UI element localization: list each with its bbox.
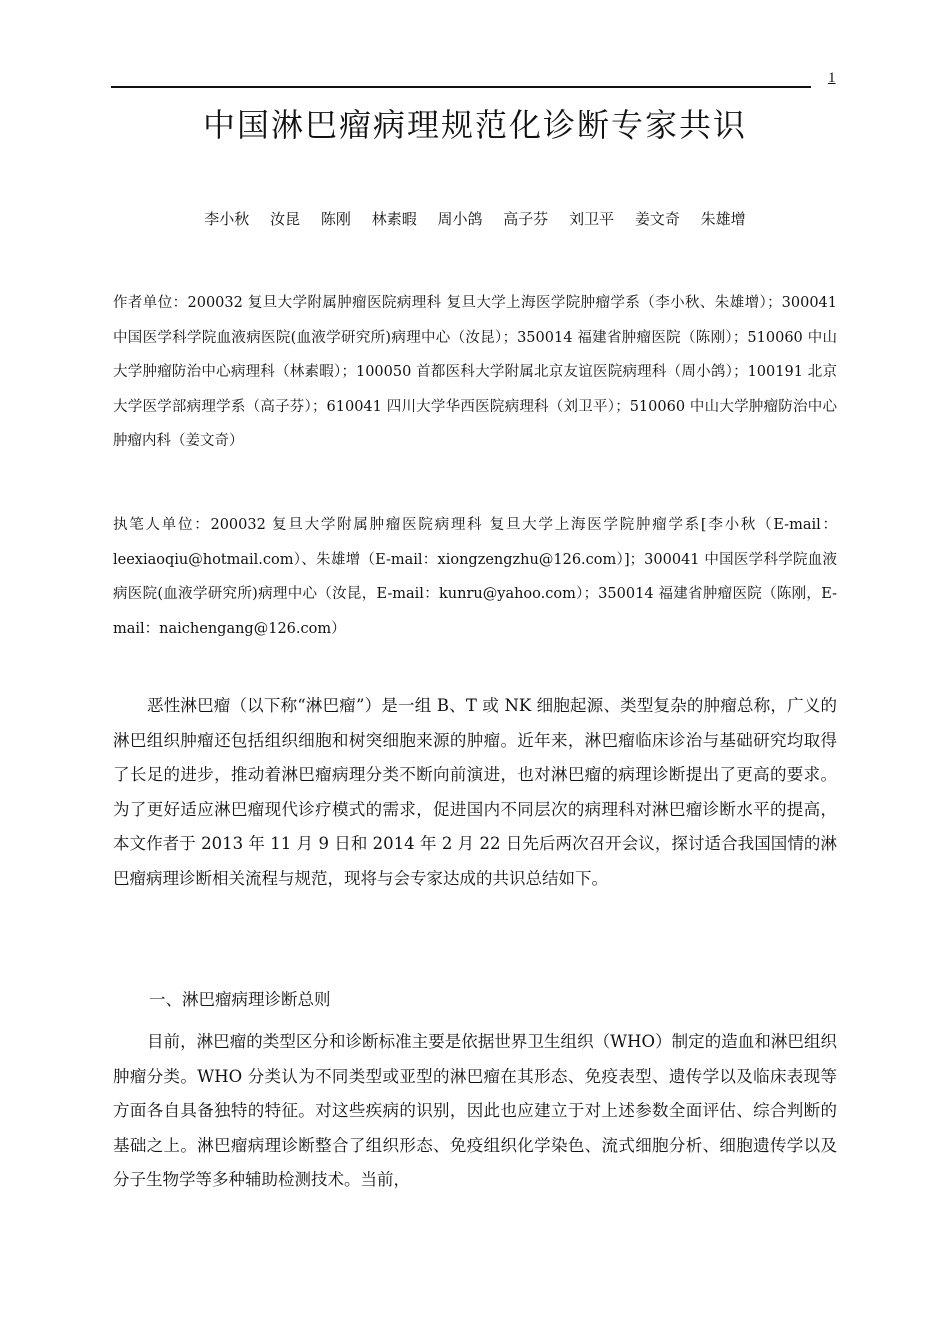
page-number: 1 [828,70,836,86]
author-affiliations: 作者单位：200032 复旦大学附属肿瘤医院病理科 复旦大学上海医学院肿瘤学系（李小秋、朱雄增）；300041 中国医学科学院血液病医院(血液学研究所)病理中心（汝昆）；350014 福建省肿瘤医院（陈刚）；510060 中山大学肿瘤防治中心病理科（林素暇）；100050 首都医科大学附属北京友谊医院病理科（周小鸽）；100191 北京大学医学部病理学系（高子芬）；610041 四川大学华西医院病理科（刘卫平）；510060 中山大学肿瘤防治中心肿瘤内科（姜文奇） [113,295,837,449]
author-name: 周小鸽 [437,210,483,228]
author-name: 李小秋 [204,210,250,228]
document-title: 中国淋巴瘤病理规范化诊断专家共识 [202,106,747,144]
intro-paragraph: 恶性淋巴瘤（以下称“淋巴瘤”）是一组 B、T 或 NK 细胞起源、类型复杂的肿瘤总称，广义的淋巴组织肿瘤还包括组织细胞和树突细胞来源的肿瘤。近年来，淋巴瘤临床诊治与基础研究均取得了长足的进步，推动着淋巴瘤病理分类不断向前演进，也对淋巴瘤的病理诊断提出了更高的要求。为了更好适应淋巴瘤现代诊疗模式的需求，促进国内不同层次的病理科对淋巴瘤诊断水平的提高，本文作者于 2013 年 11 月 9 日和 2014 年 2 月 22 日先后两次召开会议，探讨适合我国国情的淋巴瘤病理诊断相关流程与规范，现将与会专家达成的共识总结如下。 [113,696,837,888]
author-name: 高子芬 [503,210,549,228]
author-name: 林素暇 [371,210,417,228]
author-name: 陈刚 [320,210,351,228]
author-name: 刘卫平 [569,210,615,228]
section-heading: 一、淋巴瘤病理诊断总则 [149,990,331,1009]
author-name: 朱雄增 [700,210,746,228]
author-name: 汝昆 [270,210,301,228]
corresponding-authors: 执笔人单位：200032 复旦大学附属肿瘤医院病理科 复旦大学上海医学院肿瘤学系[李小秋（E-mail：leexiaoqiu@hotmail.com）、朱雄增（E-mail：xiongzengzhu@126.com）]；300041 中国医学科学院血液病医院(血液学研究所)病理中心（汝昆，E-mail：kunru@yahoo.com）；350014 福建省肿瘤医院（陈刚，E-mail：naichengang@126.com） [113,517,837,637]
section-paragraph: 目前，淋巴瘤的类型区分和诊断标准主要是依据世界卫生组织（WHO）制定的造血和淋巴组织肿瘤分类。WHO 分类认为不同类型或亚型的淋巴瘤在其形态、免疫表型、遗传学以及临床表现等方面各自具备独特的特征。对这些疾病的识别，因此也应建立于对上述参数全面评估、综合判断的基础之上。淋巴瘤病理诊断整合了组织形态、免疫组织化学染色、流式细胞分析、细胞遗传学以及分子生物学等多种辅助检测技术。当前， [113,1032,837,1190]
author-name: 姜文奇 [634,210,680,228]
header-rule [111,86,811,88]
author-list [0,208,950,229]
